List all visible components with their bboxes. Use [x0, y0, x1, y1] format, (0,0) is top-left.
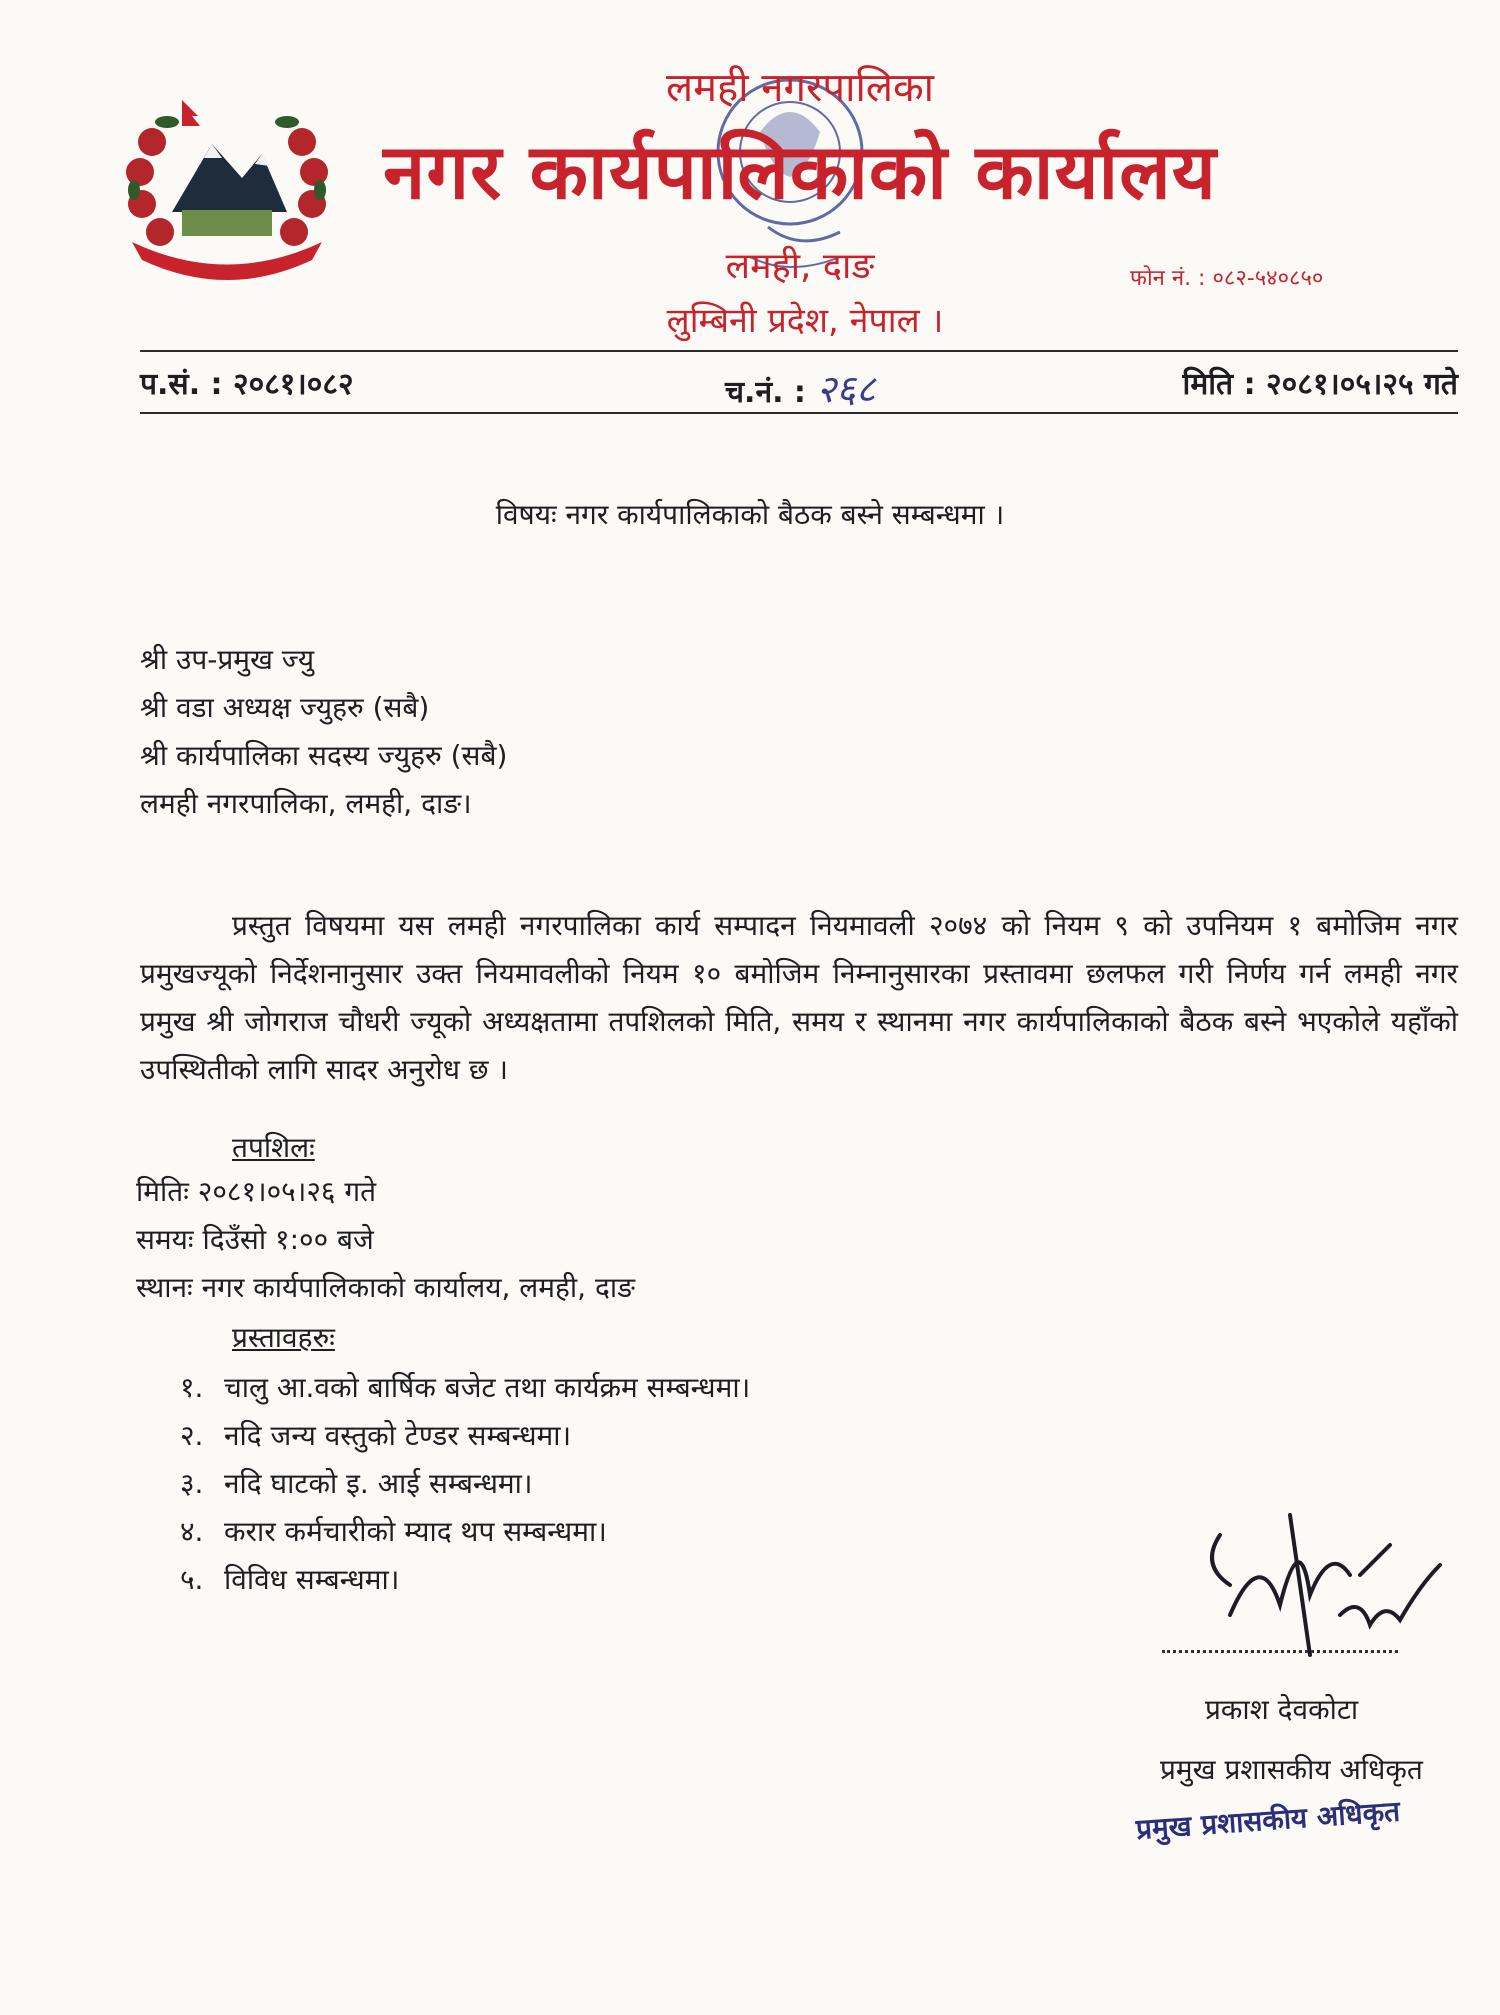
proposal-number: ४.: [180, 1515, 204, 1548]
meeting-time: समयः दिउँसो १:०० बजे: [136, 1223, 374, 1256]
proposal-item: [180, 1368, 750, 1416]
dispatch-label: च.नं. :: [725, 375, 806, 410]
signature-dotted-line: [1162, 1650, 1398, 1653]
signatory-title: प्रमुख प्रशासकीय अधिकृत: [1160, 1753, 1423, 1786]
dispatch-number: [725, 362, 876, 414]
subject-line: विषयः नगर कार्यपालिकाको बैठक बस्ने सम्बन्धमा ।: [495, 498, 1005, 531]
signatory-name: प्रकाश देवकोटा: [1205, 1693, 1359, 1726]
recipient-item: श्री कार्यपालिका सदस्य ज्युहरु (सबै): [140, 739, 508, 772]
proposal-number: २.: [180, 1419, 204, 1452]
schedule-details: [136, 1172, 635, 1316]
proposal-text: नदि घाटको इ. आई सम्बन्धमा।: [224, 1467, 533, 1500]
phone-number: फोन नं. : ०८२-५४०८५०: [1130, 266, 1324, 291]
meeting-venue: स्थानः नगर कार्यपालिकाको कार्यालय, लमही, दाङ: [136, 1271, 635, 1304]
proposal-item: [180, 1512, 750, 1560]
proposal-number: ३.: [180, 1467, 204, 1500]
proposal-text: चालु आ.वको बार्षिक बजेट तथा कार्यक्रम सम्बन्धमा।: [224, 1371, 751, 1404]
letter-date: मिति : २०८१।०५।२५ गते: [1182, 367, 1458, 402]
province-line: लुम्बिनी प्रदेश, नेपाल ।: [666, 301, 944, 341]
proposal-number: १.: [180, 1371, 204, 1404]
recipient-list: [140, 640, 507, 832]
proposal-item: [180, 1560, 750, 1608]
recipient-item: श्री उप-प्रमुख ज्यु: [140, 643, 315, 676]
proposals-heading: प्रस्तावहरुः: [232, 1321, 335, 1354]
office-title: नगर कार्यपालिकाको कार्यालय: [383, 127, 1217, 216]
proposal-item: [180, 1464, 750, 1512]
recipient-item: श्री वडा अध्यक्ष ज्युहरु (सबै): [140, 691, 430, 724]
reference-number: प.सं. : २०८१।०८२: [140, 367, 354, 402]
office-address: लमही, दाङ: [725, 246, 875, 287]
body-paragraph: प्रस्तुत विषयमा यस लमही नगरपालिका कार्य सम्पादन नियमावली २०७४ को नियम ९ को उपनियम १ बमोजिम नगर प्रमुखज्यूको निर्देशनानुसार उक्त नियमावलीको नियम १० बमोजिम निम्नानुसारका प्रस्तावमा छलफल गरी निर्णय गर्न लमही नगर प्रमुख श्री जोगराज चौधरी ज्यूको अध्यक्षतामा तपशिलको मिति, समय र स्थानमा नगर कार्यपालिकाको बैठक बस्ने भएकोले यहाँको उपस्थितीको लागि सादर अनुरोध छ ।: [140, 909, 1458, 1086]
meeting-date: मितिः २०८१।०५।२६ गते: [136, 1175, 377, 1208]
recipient-item: लमही नगरपालिका, लमही, दाङ।: [140, 787, 472, 820]
proposal-number: ५.: [180, 1563, 204, 1596]
schedule-heading: तपशिलः: [232, 1131, 315, 1164]
dispatch-value-handwritten: २६८: [816, 367, 876, 411]
header-divider-bottom: [140, 412, 1458, 414]
proposal-list: [180, 1368, 750, 1608]
header-divider-top: [140, 350, 1458, 352]
proposal-text: विविध सम्बन्धमा।: [224, 1563, 400, 1596]
municipality-name: लमही नगरपालिका: [665, 65, 935, 111]
proposal-item: [180, 1416, 750, 1464]
proposal-text: करार कर्मचारीको म्याद थप सम्बन्धमा।: [224, 1515, 607, 1548]
proposal-text: नदि जन्य वस्तुको टेण्डर सम्बन्धमा।: [224, 1419, 572, 1452]
reference-line: [140, 362, 1458, 411]
designation-stamp: प्रमुख प्रशासकीय अधिकृत: [1134, 1794, 1402, 1846]
